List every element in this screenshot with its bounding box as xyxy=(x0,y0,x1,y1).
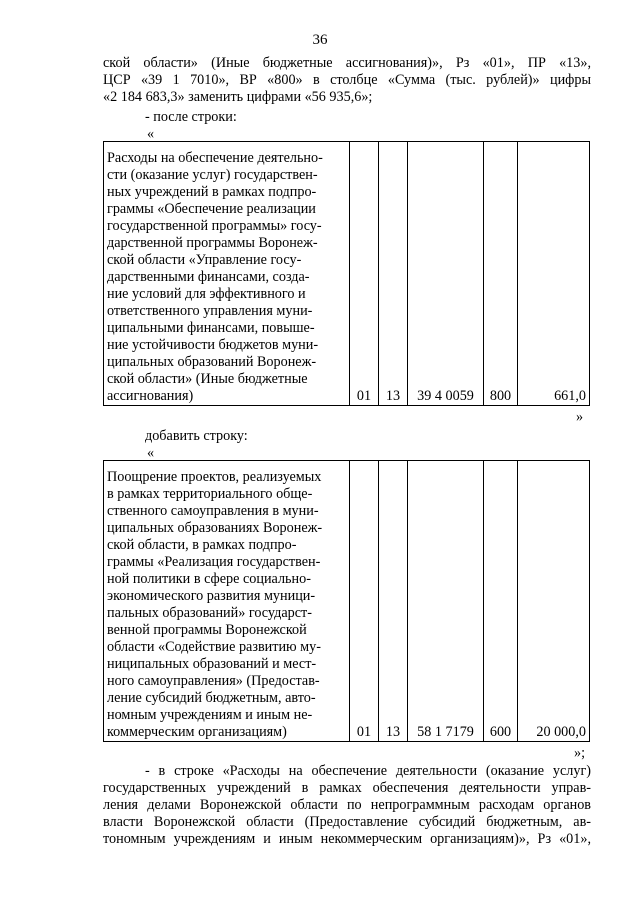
desc-line: ассигнования) xyxy=(107,388,194,404)
desc-line: ственного самоуправления в муни- xyxy=(107,503,319,519)
desc-line: граммы «Обеспечение реализации xyxy=(107,201,316,217)
desc-line: ных учреждений в рамках подпро- xyxy=(107,184,317,200)
desc-line: ципальных образований Воронеж- xyxy=(107,354,317,370)
pr-cell: 13 xyxy=(379,142,408,406)
final-line: тономным учреждениям и иным некоммерческим организациям)», Рз «01», xyxy=(103,831,591,847)
desc-line: государственной программы» госу- xyxy=(107,218,322,234)
vr-cell: 800 xyxy=(484,142,518,406)
desc-line: ной политики в сфере социально- xyxy=(107,571,311,587)
final-line: власти Воронежской области (Предоставление субсидий бюджетным, ав- xyxy=(103,814,591,830)
desc-line: ние устойчивости бюджетов муни- xyxy=(107,337,319,353)
desc-line: венной программы Воронежской xyxy=(107,622,307,638)
desc-line: ской области «Управление госу- xyxy=(107,252,302,268)
desc-line: экономического развития муници- xyxy=(107,588,316,604)
quote-open: « xyxy=(147,126,155,142)
after-line-label: - после строки: xyxy=(145,109,237,125)
intro-paragraph xyxy=(103,55,591,106)
desc-line: дарственными финансами, созда- xyxy=(107,269,310,285)
desc-line: ние условий для эффективного и xyxy=(107,286,306,302)
final-line: - в строке «Расходы на обеспечение деятельности (оказание услуг) xyxy=(145,763,591,779)
desc-line: номным учреждениям и иным не- xyxy=(107,707,313,723)
budget-table-existing-row xyxy=(103,141,590,406)
final-line: государственных учреждений в рамках обеспечения деятельности управ- xyxy=(103,780,591,796)
row-description xyxy=(104,142,350,406)
pr-cell: 13 xyxy=(379,461,408,742)
desc-line: в рамках территориального обще- xyxy=(107,486,313,502)
desc-line: граммы «Реализация государствен- xyxy=(107,554,321,570)
desc-line: коммерческим организациям) xyxy=(107,724,287,740)
desc-line: ниципальных образований и мест- xyxy=(107,656,317,672)
desc-line: области «Содействие развитию му- xyxy=(107,639,321,655)
budget-table-new-row xyxy=(103,460,590,742)
vr-cell: 600 xyxy=(484,461,518,742)
csr-cell: 39 4 0059 xyxy=(408,142,484,406)
row-description xyxy=(104,461,350,742)
sum-cell: 661,0 xyxy=(518,142,590,406)
table-row xyxy=(104,142,590,406)
desc-line: Расходы на обеспечение деятельно- xyxy=(107,150,323,166)
intro-line: «2 184 683,3» заменить цифрами «56 935,6»; xyxy=(103,89,373,105)
rz-cell: 01 xyxy=(350,142,379,406)
desc-line: ципальных образованиях Воронеж- xyxy=(107,520,323,536)
rz-cell: 01 xyxy=(350,461,379,742)
final-line: ления делами Воронежской области по непрограммным расходам органов xyxy=(103,797,591,813)
desc-line: дарственной программы Воронеж- xyxy=(107,235,318,251)
sum-cell: 20 000,0 xyxy=(518,461,590,742)
desc-line: ного самоуправления» (Предостав- xyxy=(107,673,320,689)
quote-close: » xyxy=(576,409,584,425)
desc-line: Поощрение проектов, реализуемых xyxy=(107,469,322,485)
desc-line: сти (оказание услуг) государствен- xyxy=(107,167,318,183)
quote-close: »; xyxy=(574,745,586,761)
intro-line: ской области» (Иные бюджетные ассигнования)», Рз «01», ПР «13», xyxy=(103,55,591,71)
final-paragraph xyxy=(103,763,591,848)
intro-line: ЦСР «39 1 7010», ВР «800» в столбце «Сумма (тыс. рублей)» цифры xyxy=(103,72,591,88)
add-line-label: добавить строку: xyxy=(145,428,248,444)
desc-line: ской области, в рамках подпро- xyxy=(107,537,297,553)
page-number: 36 xyxy=(312,32,328,48)
desc-line: ской области» (Иные бюджетные xyxy=(107,371,308,387)
csr-cell: 58 1 7179 xyxy=(408,461,484,742)
desc-line: ответственного управления муни- xyxy=(107,303,313,319)
desc-line: пальных образований» государст- xyxy=(107,605,312,621)
desc-line: ление субсидий бюджетным, авто- xyxy=(107,690,316,706)
desc-line: ципальными финансами, повыше- xyxy=(107,320,315,336)
quote-open: « xyxy=(147,445,155,461)
table-row xyxy=(104,461,590,742)
